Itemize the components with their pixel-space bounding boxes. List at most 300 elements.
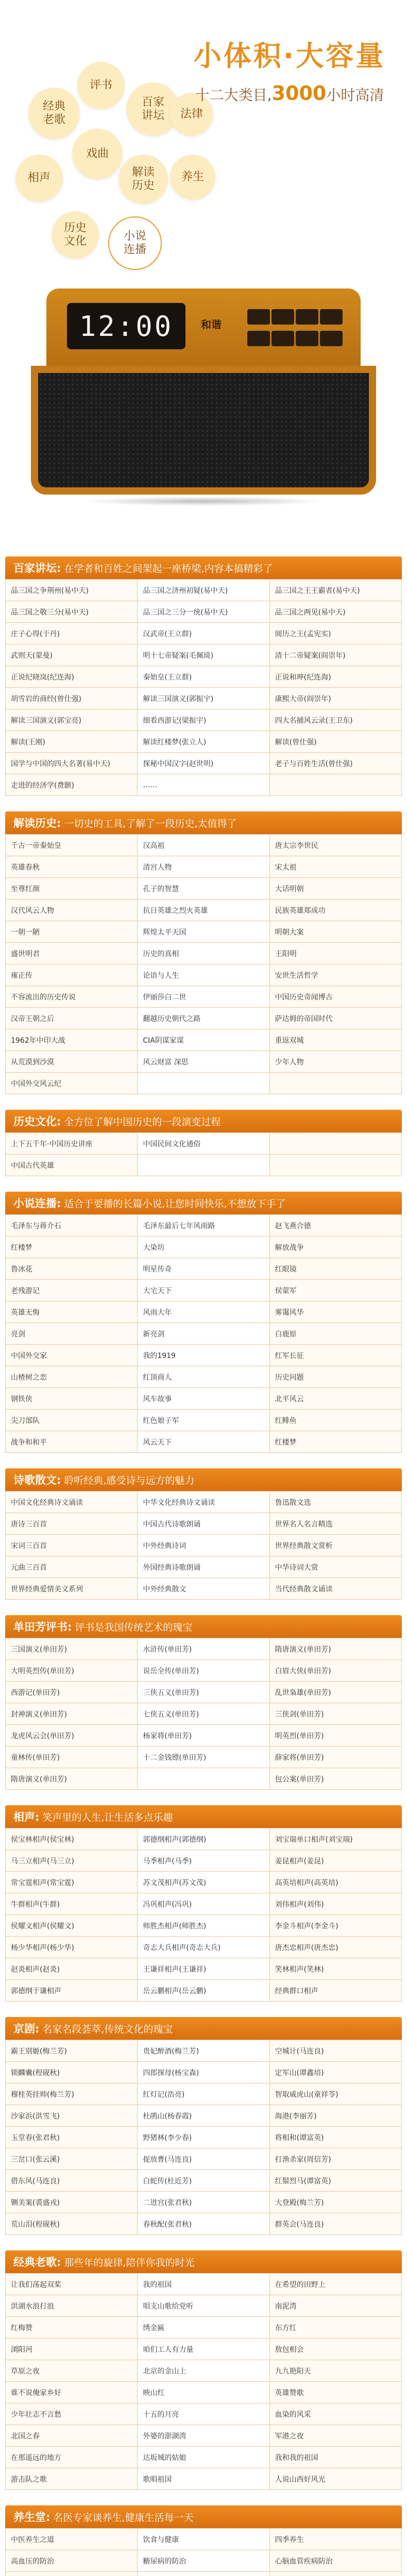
program-cell: 十二金钱镖(单田芳) (138, 1747, 269, 1768)
headline (186, 34, 393, 105)
table-row (6, 1431, 402, 1453)
table-row (6, 2529, 402, 2550)
table-row (6, 878, 402, 900)
table-row (6, 1323, 402, 1345)
program-cell: 清十二帝疑案(阎崇年) (270, 645, 402, 666)
program-cell: 外国经典诗歌朗诵 (138, 1556, 269, 1578)
program-cell: 郭德纲于谦相声 (6, 1980, 138, 2002)
table-row (6, 2105, 402, 2127)
radio-key (320, 309, 343, 325)
section-description: 全方位了解中国历史的一段演变过程 (64, 1116, 221, 1128)
program-cell: 在那遥远的地方 (6, 2447, 138, 2468)
program-table (5, 834, 402, 1094)
program-cell: 北京的金山上 (138, 2360, 269, 2382)
radio-shadow (82, 497, 325, 506)
program-cell: 说岳全传(单田芳) (138, 1660, 269, 1682)
section-description: 评书是我国传统艺术的瑰宝 (75, 1621, 193, 1633)
program-cell: 宋太祖 (270, 856, 402, 878)
program-cell: 大明英烈传(单田芳) (6, 1660, 138, 1682)
program-cell: 钢铁侠 (6, 1388, 138, 1410)
table-row (6, 1872, 402, 1893)
category-section (0, 556, 407, 796)
program-cell: CIA阴谋家谋 (138, 1029, 269, 1051)
section-name: 小说连播: (13, 1197, 61, 1210)
program-cell: 至尊红颜 (6, 878, 138, 900)
program-cell: 童林传(单田芳) (6, 1747, 138, 1768)
radio-key (320, 331, 343, 346)
table-row (6, 601, 402, 623)
program-cell: 侯宝林相声(侯宝林) (6, 1828, 138, 1850)
program-cell: 外婆的澎湖湾 (138, 2425, 269, 2447)
program-cell (138, 2572, 269, 2576)
program-cell: 世界经典爱情美文系列 (6, 1578, 138, 1600)
program-cell: 牛群相声(牛群) (6, 1893, 138, 1915)
program-cell: 东方红 (270, 2317, 402, 2338)
program-cell: 品三国之济州初疑(易中天) (138, 580, 269, 601)
program-cell: 歌唱祖国 (138, 2468, 269, 2490)
program-cell: 红鲱鱼 (270, 1410, 402, 1431)
program-cell: 洪湖水浪打浪 (6, 2295, 138, 2317)
program-cell: 正说纪晓岚(纪连海) (6, 666, 138, 688)
program-cell: 中国古代英雄 (6, 1155, 138, 1176)
program-table (5, 1491, 402, 1600)
program-cell: 我的祖国 (138, 2274, 269, 2295)
program-cell: 阅历之王(孟宪实) (270, 623, 402, 645)
program-cell: 唐诗三百首 (6, 1513, 138, 1535)
program-cell: 走进的经济学(费颢) (6, 774, 138, 796)
table-row (6, 856, 402, 878)
program-cell: 奇志大兵相声(奇志大兵) (138, 1937, 269, 1958)
program-cell: 游击队之歌 (6, 2468, 138, 2490)
program-cell: 敖包相会 (270, 2338, 402, 2360)
program-cell: 空城计(马连良) (270, 2040, 402, 2062)
program-cell: 让我们荡起双桨 (6, 2274, 138, 2295)
table-row (6, 1345, 402, 1366)
table-row (6, 1980, 402, 2002)
program-cell: 解放战争 (270, 1236, 402, 1258)
section-name: 京剧: (13, 2023, 40, 2035)
program-cell: 军港之夜 (270, 2425, 402, 2447)
program-cell (138, 1768, 269, 1790)
program-cell: 霸王别姬(梅兰芳) (6, 2040, 138, 2062)
program-cell: 胡雪岩的商经(曾仕强) (6, 688, 138, 709)
category-section (0, 1192, 407, 1453)
section-description: 一切史的工具,了解了一段历史,太值得了 (64, 818, 237, 829)
program-cell: 侯蒙军 (270, 1280, 402, 1301)
hero-subtitle-hours: 3000 (272, 82, 327, 105)
program-cell: 白鹿原 (270, 1323, 402, 1345)
program-cell: 玉堂春(张君秋) (6, 2127, 138, 2148)
program-cell: 风云天下 (138, 1431, 269, 1453)
program-cell (270, 1133, 402, 1155)
section-header (5, 2505, 402, 2528)
program-cell: 三岔口(张云溪) (6, 2148, 138, 2170)
category-bubble: 历史 文化 (52, 211, 99, 259)
table-row (6, 1660, 402, 1682)
program-cell: 红顶商人 (138, 1366, 269, 1388)
program-cell: 大染坊 (138, 1236, 269, 1258)
program-cell: 品三国之敬三分(易中天) (6, 601, 138, 623)
program-cell: 雾霭风华 (270, 1301, 402, 1323)
program-cell: 中华文化经典诗文诵读 (138, 1492, 269, 1513)
table-row (6, 2295, 402, 2317)
program-cell: 郭德纲相声(郭德纲) (138, 1828, 269, 1850)
program-table (5, 1638, 402, 1790)
program-cell: 萨达姆的帝国时代 (270, 1008, 402, 1029)
program-table (5, 579, 402, 796)
program-cell: 辉煌太平天国 (138, 921, 269, 943)
section-description: 聆听经典,感受诗与远方的魅力 (64, 1475, 195, 1486)
program-cell: 九九艳阳天 (270, 2360, 402, 2382)
program-cell: 岳云鹏相声(岳云鹏) (138, 1980, 269, 2002)
program-cell: 侯耀文相声(侯耀文) (6, 1915, 138, 1937)
radio-clock-display: 12:00 (67, 303, 185, 349)
program-cell: 借东风(马连良) (6, 2170, 138, 2192)
table-row (6, 1388, 402, 1410)
program-cell: 咱们工人有力量 (138, 2338, 269, 2360)
category-section (0, 1805, 407, 2002)
table-row (6, 921, 402, 943)
program-cell: 唐杰忠相声(唐杰忠) (270, 1937, 402, 1958)
program-cell: 龙虎风云会(单田芳) (6, 1725, 138, 1747)
table-row (6, 1051, 402, 1073)
radio-product-image (31, 289, 376, 500)
program-cell: 1962年中印大战 (6, 1029, 138, 1051)
program-cell: 红鬃烈马(谭富英) (270, 2170, 402, 2192)
category-bubble: 经典 老歌 (28, 88, 80, 139)
table-row (6, 2083, 402, 2105)
program-cell: 尖刀部队 (6, 1410, 138, 1431)
program-cell: 群英会(马连良) (270, 2213, 402, 2235)
table-row (6, 2127, 402, 2148)
table-row (6, 2425, 402, 2447)
program-cell: 中华诗词大赏 (270, 1556, 402, 1578)
table-row (6, 1638, 402, 1660)
category-bubble: 相声 (15, 155, 63, 202)
program-cell: 明十七帝疑案(毛佩琦) (138, 645, 269, 666)
program-cell: 汉代风云人物 (6, 900, 138, 921)
program-cell: 姜昆相声(姜昆) (270, 1850, 402, 1872)
table-row (6, 943, 402, 964)
table-row (6, 1492, 402, 1513)
program-cell: 大登殿(梅兰芳) (270, 2192, 402, 2213)
category-bubble: 戏曲 (72, 129, 123, 179)
program-cell: 英雄赞歌 (270, 2382, 402, 2403)
program-cell: 北平风云 (270, 1388, 402, 1410)
program-cell: 抗日英雄之烈火英雄 (138, 900, 269, 921)
program-cell: 品三国之争荆州(易中天) (6, 580, 138, 601)
program-cell: 世界名人名言精选 (270, 1513, 402, 1535)
program-cell: 大宅天下 (138, 1280, 269, 1301)
program-cell: 鲁迅散文选 (270, 1492, 402, 1513)
program-cell: 糖尿病的防治 (138, 2550, 269, 2572)
program-cell: 海港(李丽芳) (270, 2105, 402, 2127)
program-cell: 红眼镜 (270, 1258, 402, 1280)
program-cell: 饮食与健康 (138, 2529, 269, 2550)
program-cell: 三侠剑(单田芳) (270, 1703, 402, 1725)
category-section (0, 2017, 407, 2235)
program-cell: 红灯记(浩亮) (138, 2083, 269, 2105)
program-cell: 定军山(谭鑫培) (270, 2062, 402, 2083)
program-cell: 探秘中国汉字(赵世明) (138, 753, 269, 774)
table-row (6, 1236, 402, 1258)
program-cell: 世界经典散文赏析 (270, 1535, 402, 1556)
program-cell: 捉放曹(马连良) (138, 2148, 269, 2170)
table-row (6, 1215, 402, 1236)
program-cell: 上下五千年·中国历史讲座 (6, 1133, 138, 1155)
program-cell: 草原之夜 (6, 2360, 138, 2382)
hero-banner (0, 0, 407, 556)
program-cell: 解读(曾仕强) (270, 731, 402, 753)
table-row (6, 1366, 402, 1388)
radio-key (247, 331, 270, 346)
section-name: 百家讲坛: (13, 562, 61, 574)
section-name: 单田芳评书: (13, 1621, 72, 1633)
table-row (6, 2170, 402, 2192)
section-name: 诗歌散文: (13, 1474, 61, 1486)
program-cell: 风云财富 深思 (138, 1051, 269, 1073)
section-description: 名家名段荟萃,传统文化的瑰宝 (42, 2023, 173, 2035)
table-row (6, 1958, 402, 1980)
program-table (5, 1828, 402, 2002)
program-cell: 赵炎相声(赵炎) (6, 1958, 138, 1980)
program-cell: 映山红 (138, 2382, 269, 2403)
program-cell: 风车故事 (138, 1388, 269, 1410)
program-cell: 红楼梦 (270, 1431, 402, 1453)
table-row (6, 964, 402, 986)
program-cell: 明朝大案 (270, 921, 402, 943)
table-row (6, 2403, 402, 2425)
category-bubble: 解读 历史 (118, 155, 168, 204)
program-cell: 刘宝瑞单口相声(刘宝瑞) (270, 1828, 402, 1850)
program-cell: 杨少华相声(杨少华) (6, 1937, 138, 1958)
program-cell: 解读红楼梦(张立人) (138, 731, 269, 753)
program-cell: 老子与百姓生活(曾仕强) (270, 753, 402, 774)
section-name: 经典老歌: (13, 2256, 61, 2268)
program-cell: 伊丽莎白二世 (138, 986, 269, 1008)
table-row (6, 2360, 402, 2382)
program-cell: 秦始皇(王立群) (138, 666, 269, 688)
category-section (0, 2250, 407, 2490)
table-row (6, 2572, 402, 2576)
program-cell: 三侠五义(单田芳) (138, 1682, 269, 1703)
program-cell: 新亮剑 (138, 1323, 269, 1345)
program-cell (270, 1155, 402, 1176)
table-row (6, 1008, 402, 1029)
table-row (6, 2317, 402, 2338)
program-cell: 明英烈(单田芳) (270, 1725, 402, 1747)
program-cell: 四郎探母(杨宝森) (138, 2062, 269, 2083)
category-section (0, 2505, 407, 2576)
program-cell: 穆桂英挂帅(梅兰芳) (6, 2083, 138, 2105)
program-cell: 红楼梦 (6, 1236, 138, 1258)
table-row (6, 835, 402, 856)
program-cell: 红梅赞 (6, 2317, 138, 2338)
program-cell: 血染的风采 (270, 2403, 402, 2425)
program-table (5, 1132, 402, 1176)
program-cell: 春秋配(张君秋) (138, 2213, 269, 2235)
table-row (6, 753, 402, 774)
program-cell: 笑林相声(笑林) (270, 1958, 402, 1980)
table-row (6, 2468, 402, 2490)
table-row (6, 1682, 402, 1703)
program-cell: 我和我的祖国 (270, 2447, 402, 2468)
program-cell: 明星传奇 (138, 1258, 269, 1280)
program-table (5, 1214, 402, 1453)
program-cell: 铡美案(裘盛戎) (6, 2192, 138, 2213)
program-cell: 历史的真相 (138, 943, 269, 964)
program-cell: 水浒传(单田芳) (138, 1638, 269, 1660)
program-cell: 隋唐演义(单田芳) (270, 1638, 402, 1660)
category-bubble: 百家 讲坛 (126, 82, 180, 136)
table-row (6, 1029, 402, 1051)
program-cell: 浏阳河 (6, 2338, 138, 2360)
program-cell: 雍正传 (6, 964, 138, 986)
hero-subtitle (186, 82, 393, 105)
program-cell: 西游记(单田芳) (6, 1682, 138, 1703)
program-cell: 武则天(蒙曼) (6, 645, 138, 666)
program-cell: 千古一帝秦始皇 (6, 835, 138, 856)
table-row (6, 1556, 402, 1578)
table-row (6, 1768, 402, 1790)
table-row (6, 2062, 402, 2083)
table-row (6, 1893, 402, 1915)
program-cell: 品三国之两见(易中天) (270, 601, 402, 623)
table-row (6, 1747, 402, 1768)
table-row (6, 2274, 402, 2295)
radio-logo: 和谐 (201, 318, 222, 331)
section-description: 那些年的旋律,陪伴你我的时光 (64, 2257, 195, 2268)
program-cell: 英雄春秋 (6, 856, 138, 878)
section-name: 相声: (13, 1811, 40, 1823)
radio-key (272, 331, 294, 346)
program-cell: 贵妃醉酒(梅兰芳) (138, 2040, 269, 2062)
table-row (6, 1828, 402, 1850)
program-cell: 亮剑 (6, 1323, 138, 1345)
program-cell: 红军长征 (270, 1345, 402, 1366)
program-cell: 品三国之三分一统(易中天) (138, 601, 269, 623)
table-row (6, 709, 402, 731)
category-section (0, 1110, 407, 1176)
category-section (0, 811, 407, 1094)
program-cell: 中医养生之道 (6, 2529, 138, 2550)
program-cell: 经典群口相声 (270, 1980, 402, 2002)
section-header (5, 556, 402, 579)
section-header (5, 1615, 402, 1638)
program-cell: 当代经典散文诵读 (270, 1578, 402, 1600)
category-bubble: 小说 连播 (108, 216, 162, 270)
category-bubble: 评书 (77, 62, 125, 109)
program-cell: 庄子心得(于丹) (6, 623, 138, 645)
program-table (5, 2273, 402, 2490)
program-cell: 中国外交风云纪 (6, 1073, 138, 1094)
program-cell: 不容流出的历史传说 (6, 986, 138, 1008)
hero-subtitle-prefix: 十二大类目, (195, 87, 272, 104)
program-cell: 南泥湾 (270, 2295, 402, 2317)
program-cell: 历史问题 (270, 1366, 402, 1388)
radio-keys (247, 309, 350, 352)
program-cell: 乱世枭雄(单田芳) (270, 1682, 402, 1703)
section-description: 名医专家谈养生,健康生活每一天 (53, 2512, 194, 2523)
table-row (6, 1578, 402, 1600)
program-cell: 解读三国演义(郭宝亮) (6, 709, 138, 731)
program-cell (270, 1073, 402, 1094)
program-cell: 品三国之王王霸者(易中天) (270, 580, 402, 601)
program-cell: 清宫人物 (138, 856, 269, 878)
section-name: 历史文化: (13, 1115, 61, 1128)
program-cell: 包公案(单田芳) (270, 1768, 402, 1790)
table-row (6, 1513, 402, 1535)
program-cell: 四季养生 (270, 2529, 402, 2550)
table-row (6, 1937, 402, 1958)
program-cell: 白蛇传(杜近芳) (138, 2170, 269, 2192)
section-header (5, 2017, 402, 2040)
program-cell: 中国历史奇闻博古 (270, 986, 402, 1008)
program-cell: 汉帝王朝之后 (6, 1008, 138, 1029)
program-cell: 少年壮志不言愁 (6, 2403, 138, 2425)
program-cell: 封神演义(单田芳) (6, 1703, 138, 1725)
table-row (6, 1280, 402, 1301)
program-cell: 盛世明君 (6, 943, 138, 964)
program-cell: 隋唐演义(单田芳) (6, 1768, 138, 1790)
table-row (6, 580, 402, 601)
program-cell: 翻越历史朝代之路 (138, 1008, 269, 1029)
program-cell: 英雄无悔 (6, 1301, 138, 1323)
program-cell: 国学与中国的四大名著(易中天) (6, 753, 138, 774)
program-cell: 细看西游记(梁振宇) (138, 709, 269, 731)
program-cell: 在希望的田野上 (270, 2274, 402, 2295)
program-cell: 山楂树之恋 (6, 1366, 138, 1388)
section-header (5, 1110, 402, 1132)
program-cell: 毛泽东与蒋介石 (6, 1215, 138, 1236)
program-cell: 苏文茂相声(苏文茂) (138, 1872, 269, 1893)
program-cell: 中国民间文化通俗 (138, 1133, 269, 1155)
program-cell (138, 1155, 269, 1176)
table-row (6, 1155, 402, 1176)
program-cell (138, 1073, 269, 1094)
hero-subtitle-suffix: 小时高清 (326, 87, 384, 104)
program-cell: 人说山西好风光 (270, 2468, 402, 2490)
program-cell: 高英培相声(高英培) (270, 1872, 402, 1893)
program-cell: 马季相声(马季) (138, 1850, 269, 1872)
section-name: 养生堂: (13, 2511, 50, 2523)
program-cell: 打渔杀家(周信芳) (270, 2148, 402, 2170)
program-cell: 论语与人生 (138, 964, 269, 986)
category-sections (0, 556, 407, 2576)
program-cell: 大话明朝 (270, 878, 402, 900)
table-row (6, 645, 402, 666)
program-cell (270, 774, 402, 796)
program-cell: 达坂城的姑娘 (138, 2447, 269, 2468)
radio-key (296, 309, 318, 325)
program-cell: 高血压的防治 (6, 2550, 138, 2572)
section-description: 在学者和百姓之间架起一座桥梁,内容本搞精彩了 (64, 563, 273, 574)
program-cell: 二进宫(张君秋) (138, 2192, 269, 2213)
table-row (6, 2192, 402, 2213)
program-cell: 孔子的智慧 (138, 878, 269, 900)
program-cell: 中外经典散文 (138, 1578, 269, 1600)
program-cell: 绣金匾 (138, 2317, 269, 2338)
program-cell: 荒山泪(程砚秋) (6, 2213, 138, 2235)
program-table (5, 2528, 402, 2576)
table-row (6, 623, 402, 645)
program-cell: 从荒漠到沙漠 (6, 1051, 138, 1073)
table-row (6, 2213, 402, 2235)
table-row (6, 1410, 402, 1431)
program-cell: 老残游记 (6, 1280, 138, 1301)
program-cell: 鲁冰花 (6, 1258, 138, 1280)
program-cell: 七侠五义(单田芳) (138, 1703, 269, 1725)
